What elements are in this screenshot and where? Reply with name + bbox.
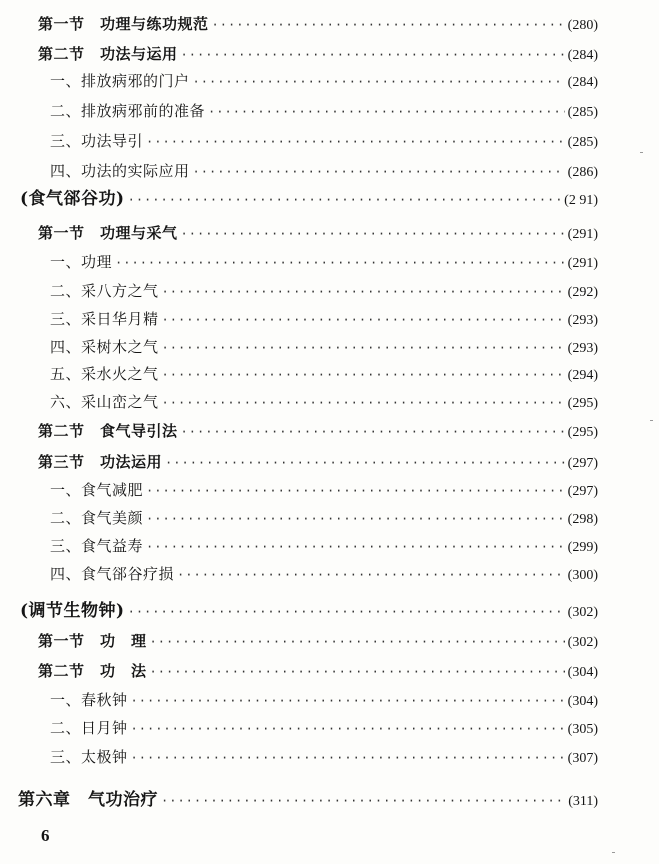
toc-entry-page: (294) — [567, 368, 598, 383]
toc-entry — [50, 100, 598, 122]
toc-entry-title: 二、排放病邪前的准备 — [50, 102, 206, 120]
toc-section — [20, 188, 598, 210]
toc-entry — [38, 222, 598, 244]
dot-leader — [162, 281, 565, 303]
toc-entry-title: 四、采树木之气 — [50, 338, 159, 356]
toc-entry — [50, 746, 598, 768]
dot-leader — [128, 189, 562, 211]
toc-entry-title: 一、排放病邪的门户 — [50, 72, 190, 90]
toc-entry-title: 第二节 食气导引法 — [38, 422, 178, 440]
toc-entry — [50, 689, 598, 711]
dot-leader — [162, 309, 565, 331]
toc-chapter — [18, 789, 598, 811]
toc-entry-title: (调节生物钟) — [20, 601, 125, 621]
toc-entry-title: 第二节 功法与运用 — [38, 45, 178, 63]
scan-speck — [650, 420, 653, 421]
toc-entry-page: (280) — [567, 18, 598, 33]
toc-entry-title: 三、食气益寿 — [50, 537, 144, 555]
toc-entry-page: (284) — [567, 48, 598, 63]
toc-entry-page: (302) — [567, 635, 598, 650]
toc-entry-page: (307) — [567, 751, 598, 766]
toc-entry-title: (食气郤谷功) — [20, 189, 125, 209]
toc-entry-title: 四、功法的实际应用 — [50, 162, 190, 180]
toc-entry-page: (295) — [567, 396, 598, 411]
toc-entry-title: 第三节 功法运用 — [38, 453, 163, 471]
toc-entry-page: (285) — [567, 105, 598, 120]
dot-leader — [161, 790, 565, 812]
toc-entry-page: (292) — [567, 285, 598, 300]
toc-entry-page: (284) — [567, 75, 598, 90]
toc-entry-title: 二、采八方之气 — [50, 282, 159, 300]
toc-entry-page: (299) — [567, 540, 598, 555]
toc-entry-page: (298) — [567, 512, 598, 527]
toc-entry — [50, 280, 598, 302]
toc-entry — [50, 130, 598, 152]
toc-entry-title: 一、春秋钟 — [50, 691, 128, 709]
dot-leader — [193, 71, 565, 93]
toc-entry — [50, 717, 598, 739]
toc-entry — [38, 420, 598, 442]
dot-leader — [181, 44, 565, 66]
toc-entry-title: 二、食气美颜 — [50, 509, 144, 527]
toc-entry-title: 第六章 气功治疗 — [18, 790, 158, 810]
dot-leader — [146, 508, 565, 530]
toc-entry — [38, 660, 598, 682]
toc-entry — [50, 535, 598, 557]
dot-leader — [131, 747, 565, 769]
dot-leader — [131, 718, 565, 740]
toc-entry-page: (286) — [567, 165, 598, 180]
dot-leader — [162, 364, 565, 386]
toc-entry-page: (297) — [567, 484, 598, 499]
dot-leader — [212, 14, 565, 36]
toc-entry — [38, 43, 598, 65]
toc-entry-title: 第一节 功 理 — [38, 632, 147, 650]
toc-entry — [38, 630, 598, 652]
toc-entry — [50, 507, 598, 529]
dot-leader — [177, 564, 565, 586]
toc-entry-title: 六、采山峦之气 — [50, 393, 159, 411]
dot-leader — [181, 421, 565, 443]
toc-entry-title: 三、太极钟 — [50, 748, 128, 766]
toc-entry — [50, 563, 598, 585]
dot-leader — [128, 601, 565, 623]
toc-entry-page: (293) — [567, 341, 598, 356]
toc-entry-page: (291) — [567, 256, 598, 271]
toc-entry — [50, 391, 598, 413]
toc-entry-page: (304) — [567, 694, 598, 709]
dot-leader — [150, 631, 565, 653]
toc-entry-title: 一、食气减肥 — [50, 481, 144, 499]
dot-leader — [162, 392, 565, 414]
toc-section — [20, 600, 598, 622]
toc-entry — [50, 363, 598, 385]
toc-entry-page: (297) — [567, 456, 598, 471]
scan-speck — [612, 852, 615, 853]
dot-leader — [150, 661, 565, 683]
toc-entry — [38, 451, 598, 473]
dot-leader — [115, 252, 565, 274]
toc-entry — [38, 13, 598, 35]
toc-entry — [50, 336, 598, 358]
dot-leader — [165, 452, 565, 474]
toc-entry-page: (293) — [567, 313, 598, 328]
dot-leader — [131, 690, 565, 712]
page-number: 6 — [41, 826, 50, 845]
dot-leader — [193, 161, 565, 183]
toc-entry-page: (295) — [567, 425, 598, 440]
toc-entry-page: (285) — [567, 135, 598, 150]
toc-entry-title: 五、采水火之气 — [50, 365, 159, 383]
dot-leader — [146, 480, 565, 502]
toc-entry — [50, 308, 598, 330]
toc-entry-page: (291) — [567, 227, 598, 242]
toc-entry — [50, 251, 598, 273]
toc-entry-page: (2 91) — [564, 193, 598, 208]
toc-entry-title: 第一节 功理与练功规范 — [38, 15, 209, 33]
toc-entry-page: (311) — [568, 794, 598, 809]
toc-entry-title: 二、日月钟 — [50, 719, 128, 737]
dot-leader — [146, 536, 565, 558]
toc-entry-title: 一、功理 — [50, 253, 113, 271]
toc-entry-title: 三、采日华月精 — [50, 310, 159, 328]
toc-entry-title: 四、食气郤谷疗损 — [50, 565, 175, 583]
dot-leader — [181, 223, 565, 245]
toc-entry — [50, 160, 598, 182]
toc-entry-title: 第一节 功理与采气 — [38, 224, 178, 242]
dot-leader — [146, 131, 565, 153]
toc-entry — [50, 479, 598, 501]
toc-entry-page: (302) — [567, 605, 598, 620]
toc-entry-title: 三、功法导引 — [50, 132, 144, 150]
dot-leader — [208, 101, 565, 123]
dot-leader — [162, 337, 565, 359]
toc-entry-page: (300) — [567, 568, 598, 583]
toc-entry-title: 第二节 功 法 — [38, 662, 147, 680]
scan-speck — [640, 152, 643, 153]
toc-entry-page: (304) — [567, 665, 598, 680]
toc-entry-page: (305) — [567, 722, 598, 737]
toc-entry — [50, 70, 598, 92]
